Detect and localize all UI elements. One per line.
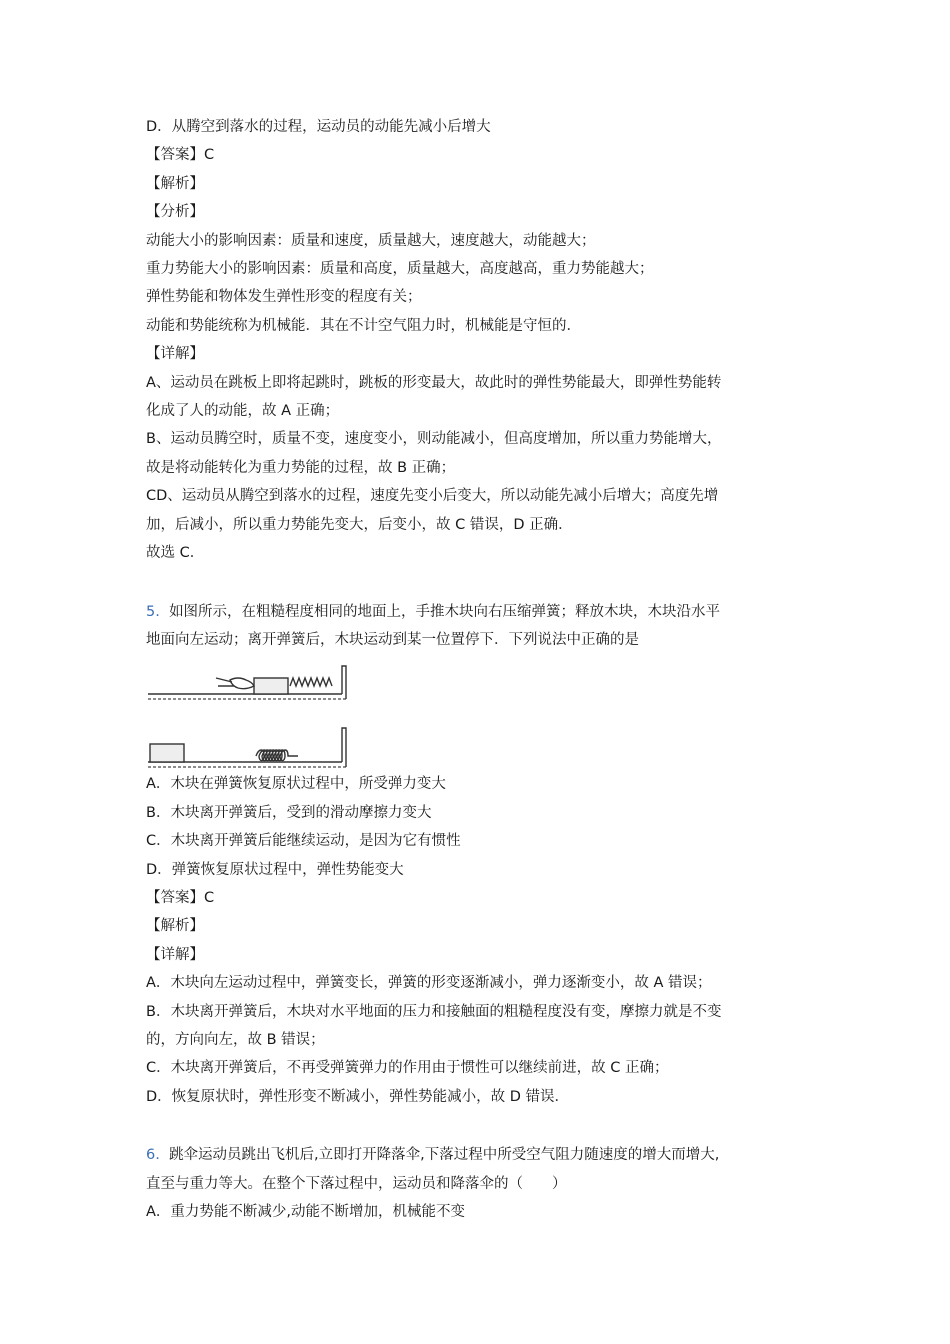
answer-label: 【答案】C <box>146 147 215 164</box>
question-5 <box>146 598 818 1112</box>
question-stem: 5. 如图所示，在粗糙程度相同的地面上，手推木块向右压缩弹簧；释放木块，木块沿水平 <box>146 603 721 620</box>
question-stem: 直至与重力等大。在整个下落过程中，运动员和降落伞的（ ） <box>146 1175 567 1192</box>
block <box>254 678 288 694</box>
compressed-spring <box>290 678 332 686</box>
content-column <box>146 113 818 1226</box>
option-c: C．木块离开弹簧后能继续运动，是因为它有惯性 <box>146 833 461 850</box>
detail-line: D．恢复原状时，弹性形变不断减小，弹性势能减小，故 D 错误． <box>146 1088 570 1105</box>
option-b: B．木块离开弹簧后，受到的滑动摩擦力变大 <box>146 804 432 821</box>
fenxi-label: 【分析】 <box>146 204 204 221</box>
question-stem: 6. 跳伞运动员跳出飞机后,立即打开降落伞,下落过程中所受空气阻力随速度的增大而增大, <box>146 1147 720 1164</box>
detail-line: B．木块离开弹簧后，木块对水平地面的压力和接触面的粗糙程度没有变，摩擦力就是不变 <box>146 1003 722 1020</box>
option-a: A．木块在弹簧恢复原状过程中，所受弹力变大 <box>146 776 446 793</box>
analysis-line: 重力势能大小的影响因素：质量和高度，质量越大，高度越高，重力势能越大； <box>146 261 654 278</box>
bottom-panel <box>148 728 346 767</box>
previous-question-solution <box>146 113 818 568</box>
wall <box>342 666 346 699</box>
detail-label: 【详解】 <box>146 346 204 363</box>
option-d: D．弹簧恢复原状过程中，弹性势能变大 <box>146 861 404 878</box>
detail-line: B、运动员腾空时，质量不变，速度变小，则动能减小，但高度增加，所以重力势能增大， <box>146 431 722 448</box>
question-6 <box>146 1141 818 1226</box>
spring-block-diagram <box>146 658 366 770</box>
option-a: A．重力势能不断减少,动能不断增加，机械能不变 <box>146 1204 466 1220</box>
analysis-line: 动能大小的影响因素：质量和速度，质量越大，速度越大，动能越大； <box>146 232 596 249</box>
question-number: 6. <box>146 1147 160 1164</box>
hand <box>230 678 254 689</box>
analysis-line: 动能和势能统称为机械能．其在不计空气阻力时，机械能是守恒的． <box>146 317 581 334</box>
detail-line: A．木块向左运动过程中，弹簧变长，弹簧的形变逐渐减小，弹力逐渐变小，故 A 错误； <box>146 975 712 992</box>
detail-line: A、运动员在跳板上即将起跳时，跳板的形变最大，故此时的弹性势能最大，即弹性势能转 <box>146 374 722 391</box>
detail-label: 【详解】 <box>146 946 204 963</box>
wall <box>342 728 346 767</box>
detail-line: 化成了人的动能，故 A 正确； <box>146 403 340 420</box>
analysis-line: 弹性势能和物体发生弹性形变的程度有关； <box>146 289 422 306</box>
question-number: 5. <box>146 603 160 620</box>
detail-line: 的，方向向左，故 B 错误； <box>146 1031 325 1048</box>
detail-line: C．木块离开弹簧后，不再受弹簧弹力的作用由于惯性可以继续前进，故 C 正确； <box>146 1060 669 1077</box>
block <box>150 744 184 762</box>
answer-label: 【答案】C <box>146 889 215 906</box>
top-panel <box>148 666 346 699</box>
relaxed-spring <box>256 750 298 761</box>
analysis-label: 【解析】 <box>146 918 204 935</box>
spring-block-figure <box>146 658 366 770</box>
conclusion-line: 故选 C． <box>146 545 205 562</box>
analysis-label: 【解析】 <box>146 175 204 192</box>
detail-line: 加，后减小，所以重力势能先变大，后变小，故 C 错误，D 正确． <box>146 516 573 533</box>
detail-line: 故是将动能转化为重力势能的过程，故 B 正确； <box>146 459 456 476</box>
option-d: D．从腾空到落水的过程，运动员的动能先减小后增大 <box>146 119 491 135</box>
detail-line: CD、运动员从腾空到落水的过程，速度先变小后变大，所以动能先减小后增大；高度先增 <box>146 488 719 505</box>
question-stem: 地面向左运动；离开弹簧后，木块运动到某一位置停下．下列说法中正确的是 <box>146 631 639 648</box>
